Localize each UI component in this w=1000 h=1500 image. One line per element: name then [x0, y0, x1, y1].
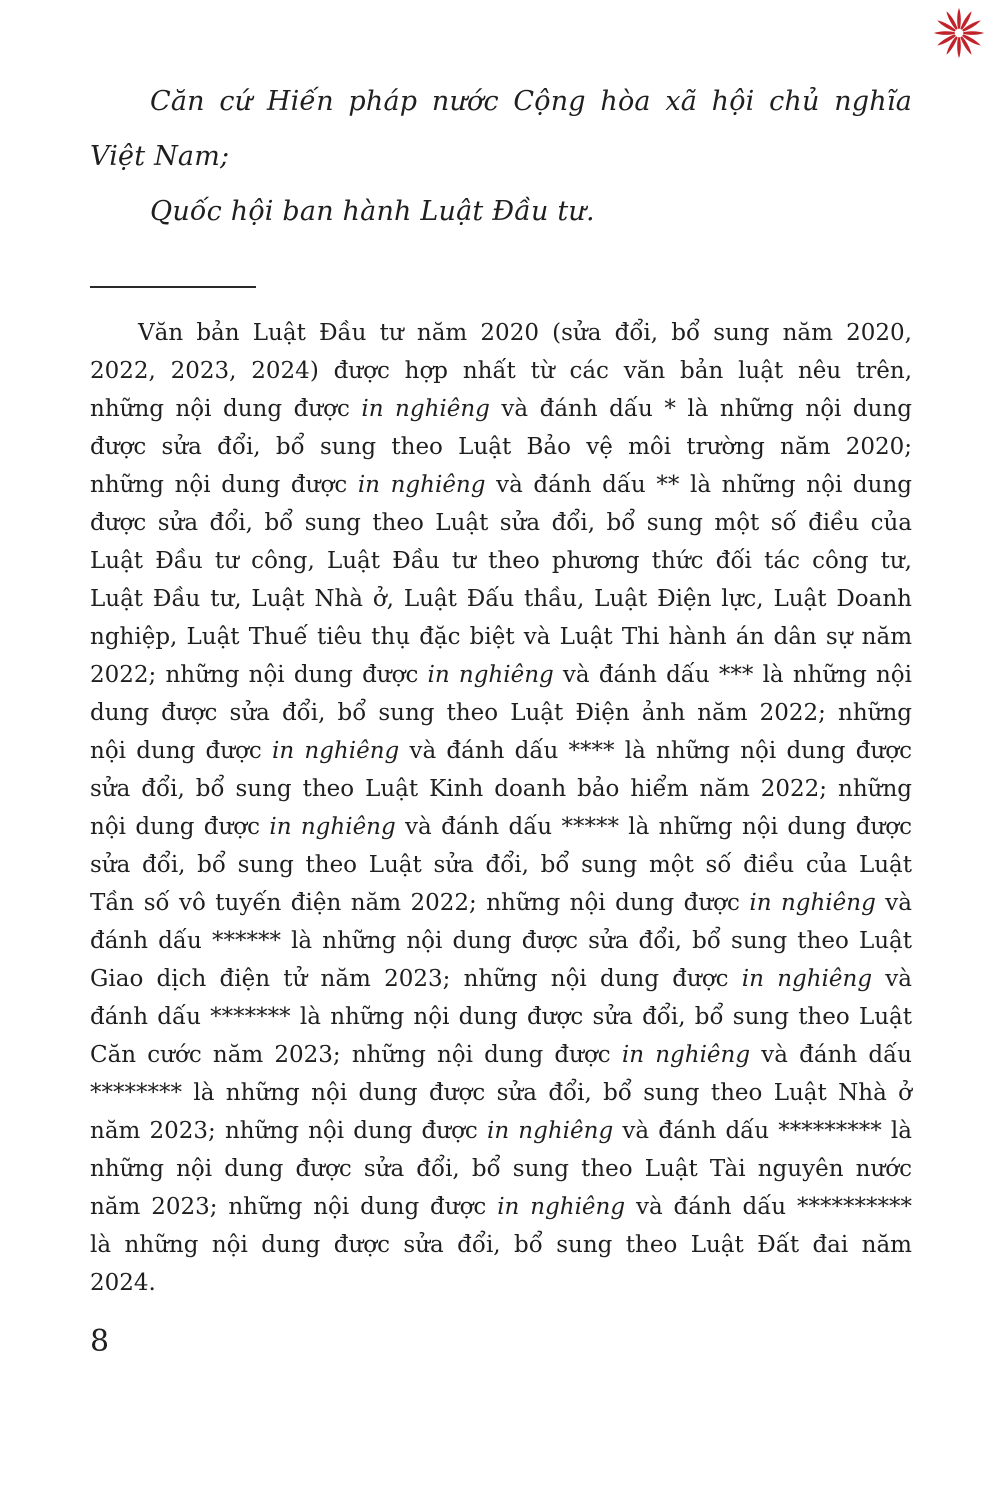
page-number: 8	[90, 1324, 110, 1359]
preamble	[90, 74, 912, 239]
body-paragraph: Văn bản Luật Đầu tư năm 2020 (sửa đổi, bổ sung năm 2020, 2022, 2023, 2024) được hợp nhất từ các văn bản luật nêu trên, những nội dung được in nghiêng và đánh dấu * là những nội dung được sửa đổi, bổ sung theo Luật Bảo vệ môi trường năm 2020; những nội dung được in nghiêng và đánh dấu ** là những nội dung được sửa đổi, bổ sung theo Luật sửa đổi, bổ sung một số điều của Luật Đầu tư công, Luật Đầu tư theo phương thức đối tác công tư, Luật Đầu tư, Luật Nhà ở, Luật Đấu thầu, Luật Điện lực, Luật Doanh nghiệp, Luật Thuế tiêu thụ đặc biệt và Luật Thi hành án dân sự năm 2022; những nội dung được in nghiêng và đánh dấu *** là những nội dung được sửa đổi, bổ sung theo Luật Điện ảnh năm 2022; những nội dung được in nghiêng và đánh dấu **** là những nội dung được sửa đổi, bổ sung theo Luật Kinh doanh bảo hiểm năm 2022; những nội dung được in nghiêng và đánh dấu ***** là những nội dung được sửa đổi, bổ sung theo Luật sửa đổi, bổ sung một số điều của Luật Tần số vô tuyến điện năm 2022; những nội dung được in nghiêng và đánh dấu ****** là những nội dung được sửa đổi, bổ sung theo Luật Giao dịch điện tử năm 2023; những nội dung được in nghiêng và đánh dấu ******* là những nội dung được sửa đổi, bổ sung theo Luật Căn cước năm 2023; những nội dung được in nghiêng và đánh dấu ******** là những nội dung được sửa đổi, bổ sung theo Luật Nhà ở năm 2023; những nội dung được in nghiêng và đánh dấu ********* là những nội dung được sửa đổi, bổ sung theo Luật Tài nguyên nước năm 2023; những nội dung được in nghiêng và đánh dấu ********** là những nội dung được sửa đổi, bổ sung theo Luật Đất đai năm 2024.	[90, 320, 913, 1296]
preamble-line-1: Căn cứ Hiến pháp nước Cộng hòa xã hội chủ nghĩa Việt Nam;	[90, 86, 912, 172]
section-divider	[90, 286, 256, 288]
publisher-logo-icon	[930, 4, 988, 62]
preamble-line-2: Quốc hội ban hành Luật Đầu tư.	[150, 196, 595, 227]
